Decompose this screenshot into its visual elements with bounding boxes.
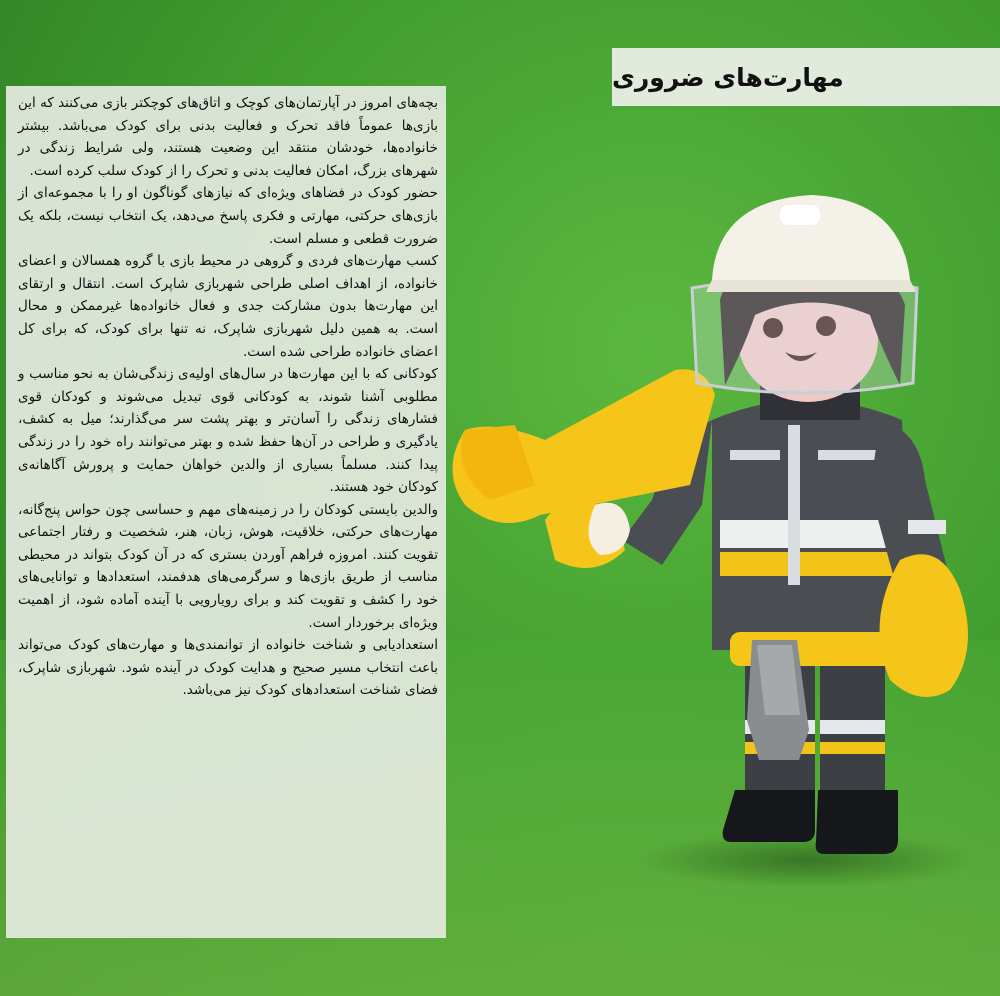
text-panel: [6, 86, 446, 938]
page-title: مهارت‌های ضروری: [612, 62, 844, 92]
paragraph: کودکانی که با این مهارت‌ها در سال‌های اولیه‌ی زندگی‌شان به نحو مناسب و مطلوبی آشنا شوند، به کودکانی قوی تبدیل می‌شوند و کودکان قوی فشارهای زندگی را آسان‌تر و بهتر پشت سر می‌گذارند؛ میل به کشف، یادگیری و طراحی در آن‌ها حفظ شده و بهتر می‌توانند راه خود را در زندگی پیدا کنند. مسلماً بسیاری از والدین خواهان حمایت و پرورش آگاهانه‌ی کودکان خود هستند.: [18, 366, 438, 496]
paragraph: استعدادیابی و شناخت خانواده از توانمندی‌ها و مهارت‌های کودک می‌تواند باعث انتخاب مسیر صحیح و هدایت کودک در آینده شود. شهربازی شاپرک، فضای شناخت استعدادهای کودک نیز می‌باشد.: [18, 637, 438, 699]
paragraph: کسب مهارت‌های فردی و گروهی در محیط بازی با گروه همسالان و اعضای خانواده، از اهداف اصلی طراحی شهربازی شاپرک است. انتقال و ارتقای این مهارت‌ها بدون مشارکت جدی و فعال خانواده‌ها غیرممکن و محال است. به همین دلیل شهربازی شاپرک، نه تنها برای کودک، که برای کل اعضای خانواده طراحی شده است.: [18, 253, 438, 360]
paragraph: والدین بایستی کودکان را در زمینه‌های مهم و حساسی چون حواس پنج‌گانه، مهارت‌های حرکتی، خلاقیت، هوش، زبان، هنر، شخصیت و رفتار اجتماعی تقویت کنند. امروزه فراهم آوردن بستری که در آن کودک بتواند در محیطی مناسب از طریق بازی‌ها و سرگرمی‌های هدفمند، استعدادها و توانایی‌های خود را کشف و تقویت کند و برای رویارویی با آینده آماده شود، از اهمیت ویژه‌ای برخوردار است.: [18, 501, 438, 631]
paragraph: بچه‌های امروز در آپارتمان‌های کوچک و اتاق‌های کوچکتر بازی می‌کنند که این بازی‌ها عموماً فاقد تحرک و فعالیت بدنی برای کودک می‌باشد. بیشتر خانواده‌ها، خودشان منتقد این وضعیت هستند، ولی شرایط زندگی در شهرهای بزرگ، امکان فعالیت بدنی و تحرک را از کودک سلب کرده است.: [18, 95, 438, 179]
paragraph: حضور کودک در فضاهای ویژه‌ای که نیازهای گوناگون او را با مجموعه‌ای از بازی‌های حرکتی، مهارتی و فکری پاسخ می‌دهد، یک انتخاب نیست، بلکه یک ضرورت قطعی و مسلم است.: [18, 185, 438, 247]
title-banner: [612, 48, 1000, 106]
